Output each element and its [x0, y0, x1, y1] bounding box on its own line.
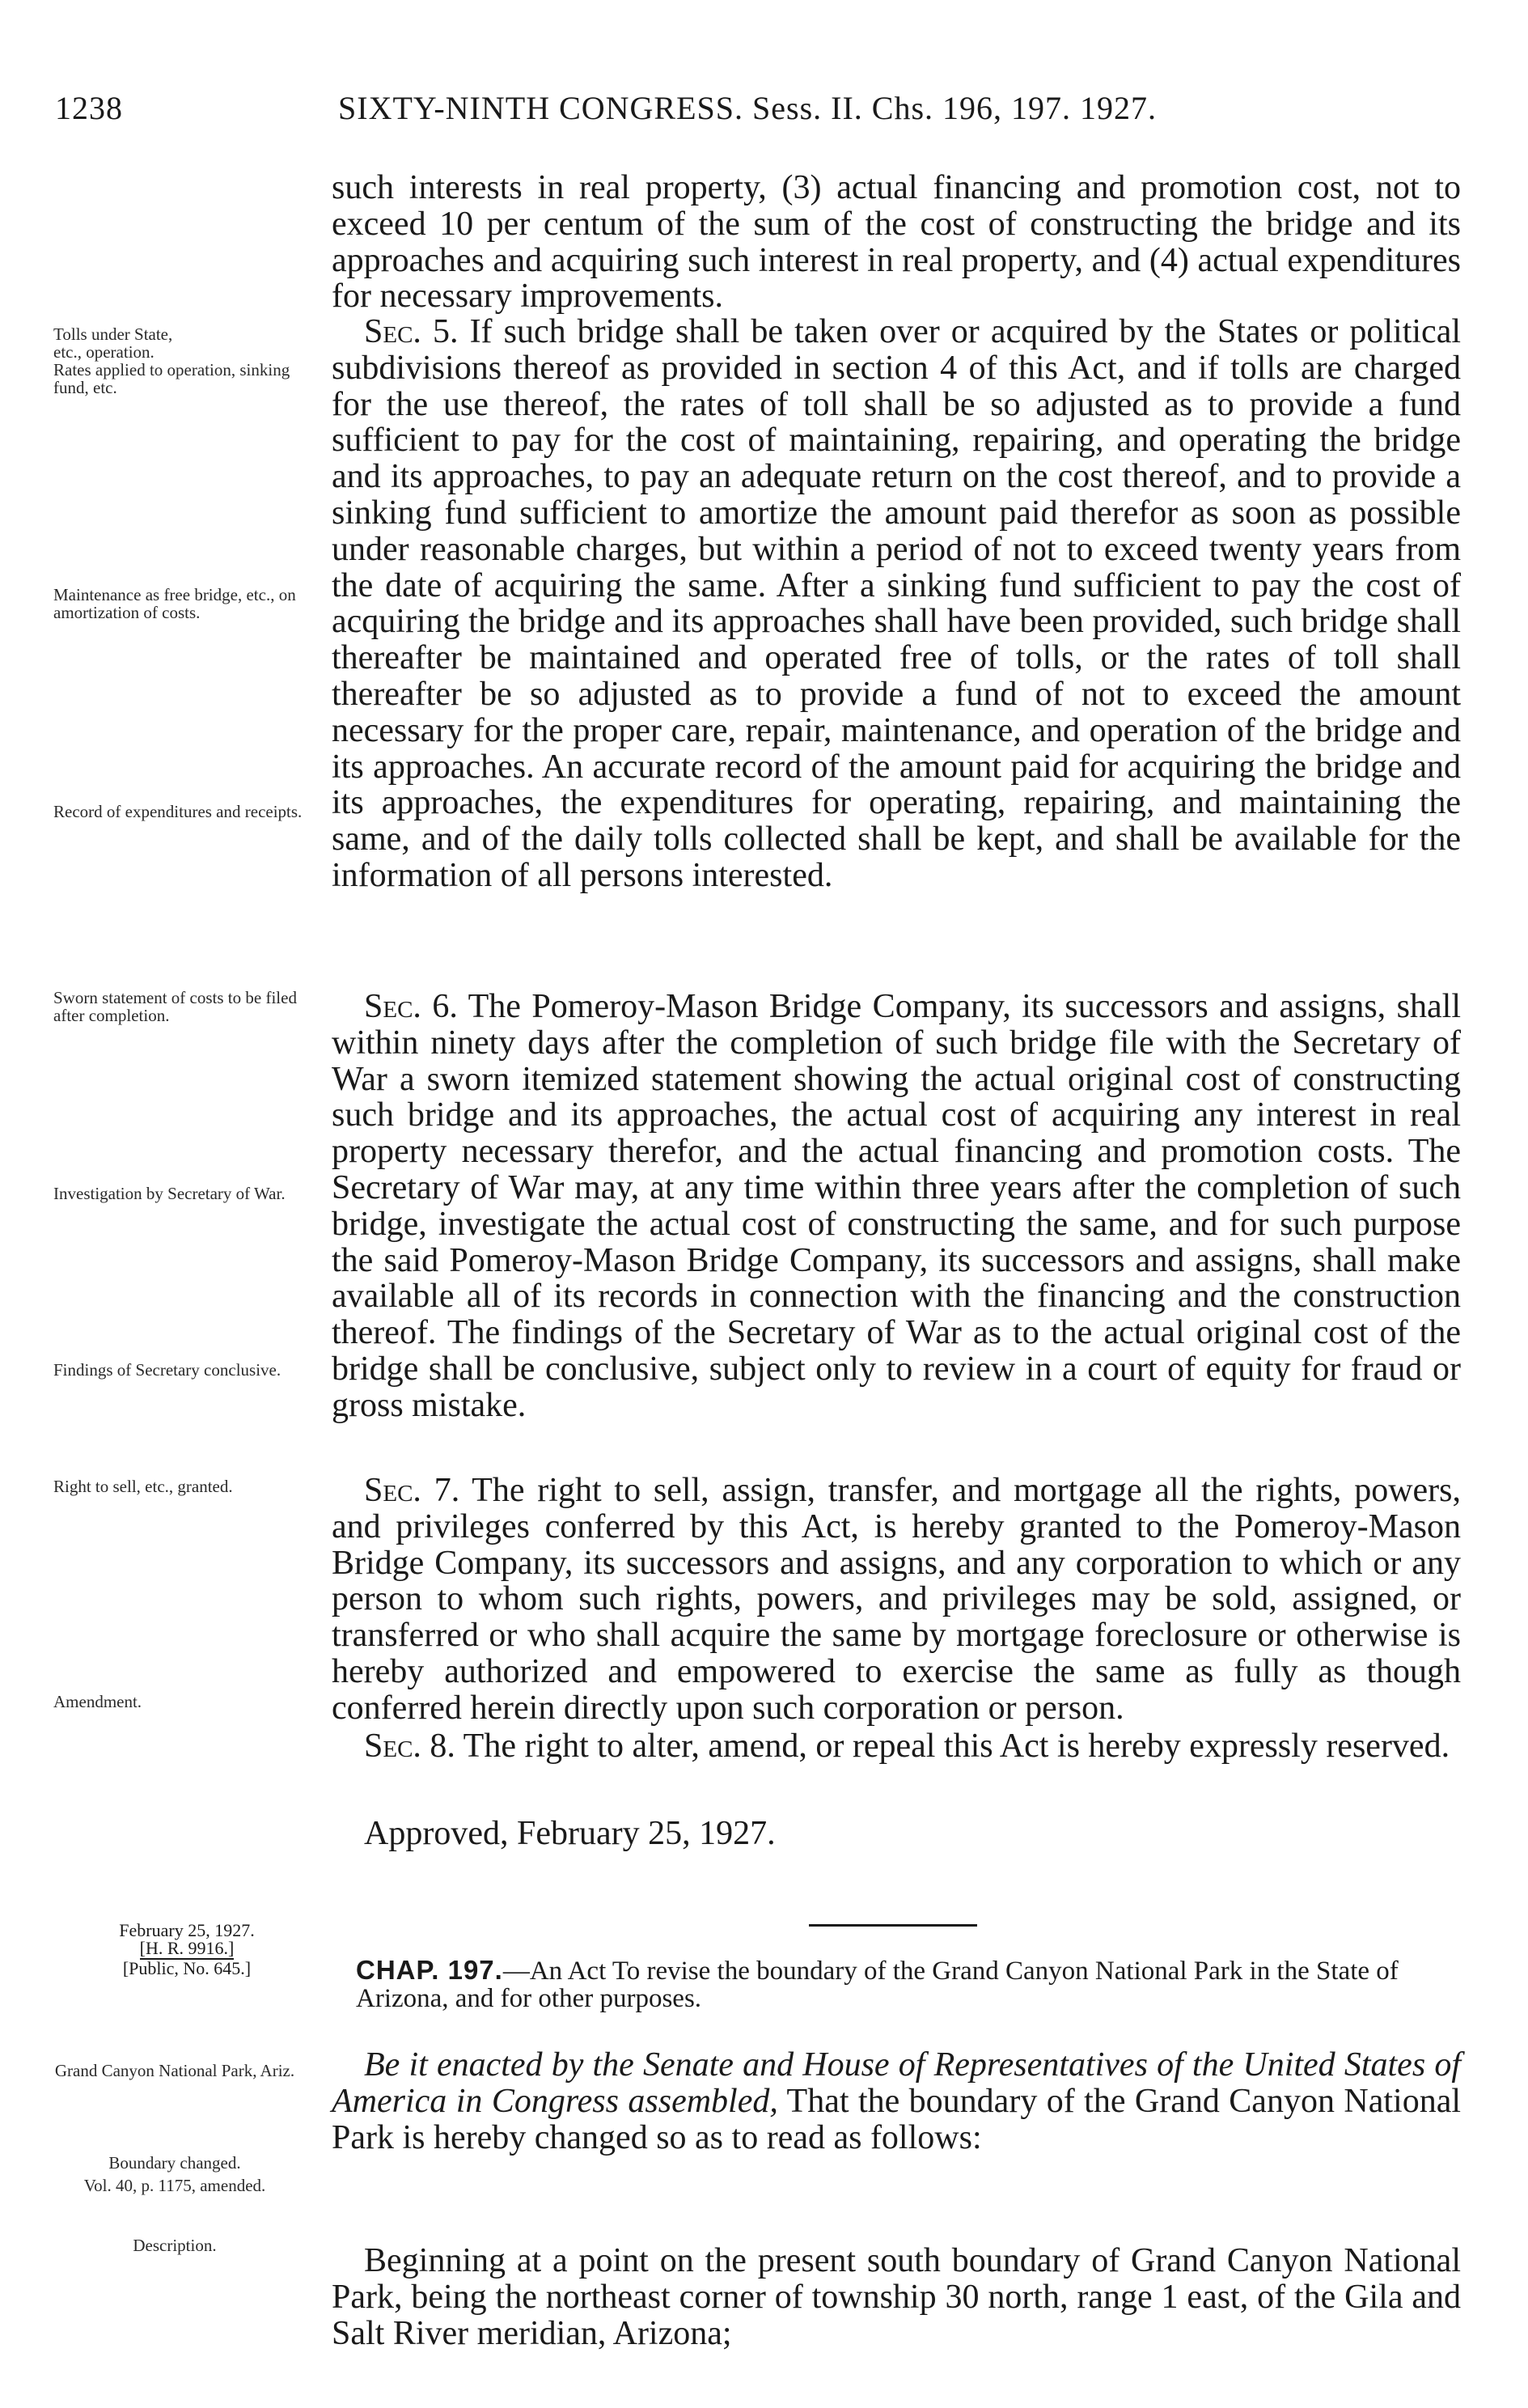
body-text-section-4 [332, 170, 1461, 315]
margin-note-record: Record of expenditures and receipts. [53, 802, 303, 821]
section-5-text: If such bridge shall be taken over or acquired by the States or political subdivisions thereof as provided in section 4 of this Act, and if tolls are charged for the use thereof, the rates of toll shall be so adjusted as to provide a fund sufficient to pay for the cost of maintaining, repairing, and operating the bridge and its approaches, to pay an adequate return on the cost thereof, and to provide a sinking fund sufficient to amortize the amount paid therefor as soon as possible under reasonable charges, but within a period of not to exceed twenty years from the date of acquiring the same. After a sinking fund sufficient to pay the cost of acquiring the bridge and its approaches shall have been provided, such bridge shall thereafter be maintained and operated free of tolls, or the rates of toll shall thereafter be so adjusted as to provide a fund of not to exceed the amount necessary for the proper care, repair, maintenance, and operation of the bridge and its approaches. An accurate record of the amount paid for acquiring the bridge and its approaches, the expenditures for operating, repairing, and maintaining the same, and of the daily tolls collected shall be kept, and shall be available for the information of all persons interested. [332, 313, 1462, 894]
margin-note-maintenance: Maintenance as free bridge, etc., on amortization of costs. [53, 585, 296, 622]
margin-note-sworn-statement: Sworn statement of costs to be filed after completion. [53, 988, 297, 1025]
public-law-number: [Public, No. 645.] [122, 1958, 252, 1978]
description-section [332, 2243, 1461, 2351]
section-8-label: Sec. 8. [364, 1728, 455, 1765]
section-5-label: Sec. 5. [364, 313, 459, 350]
body-text-section-8 [332, 1728, 1461, 1765]
margin-note-tolls [53, 325, 312, 396]
boundary-text: That the boundary of the Grand Canyon National Park is hereby changed so as to read as follows: [332, 2082, 1462, 2156]
margin-note-right-to-sell: Right to sell, etc., granted. [53, 1477, 233, 1496]
paragraph-sec-7 [332, 1473, 1461, 1727]
paragraph-sec-6 [332, 989, 1461, 1424]
approval-line [332, 1816, 1461, 1852]
margin-note-findings: Findings of Secretary conclusive. [53, 1360, 281, 1380]
approved-date: Approved, February 25, 1927. [364, 1815, 776, 1852]
chapter-divider [809, 1924, 977, 1927]
margin-note-description: Description. [133, 2236, 217, 2255]
body-text-section-6 [332, 989, 1461, 1424]
section-8-text: The right to alter, amend, or repeal this Act is hereby expressly reserved. [463, 1728, 1450, 1765]
running-head: SIXTY-NINTH CONGRESS. Sess. II. Chs. 196, 197. 1927. [338, 90, 1158, 126]
margin-note-amendment: Amendment. [53, 1692, 142, 1711]
page-number: 1238 [55, 90, 123, 126]
paragraph-sec-8 [332, 1728, 1461, 1765]
margin-note-boundary: Boundary changed. [108, 2153, 241, 2173]
margin-note-rates: Rates applied to operation, sinking fund, etc. [53, 360, 290, 397]
running-header [55, 89, 1462, 138]
margin-note-vol: Vol. 40, p. 1175, amended. [83, 2176, 266, 2195]
section-6-label: Sec. 6. [364, 988, 458, 1025]
paragraph-interests: such interests in real property, (3) actual financing and promotion cost, not to exceed 10 per centum of the sum of the cost of constructing the bridge and its approaches and acquiring such interest in real property, and (4) actual expenditures for necessary improvements. [332, 169, 1461, 316]
chapter-heading [356, 1956, 1461, 2012]
chapter-title: —An Act To revise the boundary of the Grand Canyon National Park in the State of Arizona, and for other purposes. [356, 1956, 1399, 2013]
enacting-clause: Be it enacted by the Senate and House of Representatives of the United States of America in Congress assembled, [332, 2046, 1461, 2120]
enacting-paragraph [332, 2047, 1461, 2156]
bill-number: [H. R. 9916.] [139, 1938, 235, 1958]
margin-note-park: Grand Canyon National Park, Ariz. [54, 2061, 295, 2080]
body-text-section-7 [332, 1473, 1461, 1727]
margin-note-tolls-line-2: etc., operation. [53, 342, 154, 362]
body-text-section-5 [332, 314, 1461, 894]
paragraph-sec-5 [332, 314, 1461, 894]
section-7-label: Sec. 7. [364, 1472, 460, 1509]
chapter-label: CHAP. 197. [356, 1955, 503, 1985]
margin-note-tolls-line-1: Tolls under State, [53, 324, 173, 344]
beginning-paragraph: Beginning at a point on the present south boundary of Grand Canyon National Park, being the northeast corner of township 30 north, range 1 east, of the Gila and Salt River meridian, Arizona; [332, 2242, 1461, 2352]
chapter-date: February 25, 1927. [119, 1920, 255, 1940]
margin-note-investigation: Investigation by Secretary of War. [53, 1184, 286, 1203]
enactment-section [332, 2047, 1461, 2156]
chapter-date-box [53, 1922, 320, 1978]
section-6-text: The Pomeroy-Mason Bridge Company, its successors and assigns, shall within ninety days after the completion of such bridge file with the Secretary of War a sworn itemized statement showing the actual original cost of constructing such bridge and its approaches, the actual cost of acquiring any interest in real property necessary therefor, and the actual financing and promotion costs. The Secretary of War may, at any time within three years after the completion of such bridge, investigate the actual cost of constructing the same, and for such purpose the said Pomeroy-Mason Bridge Company, its successors and assigns, shall make available all of its records in connection with the financing and the construction thereof. The findings of the Secretary of War as to the actual original cost of the bridge shall be conclusive, subject only to review in a court of equity for fraud or gross mistake. [332, 988, 1461, 1424]
section-7-text: The right to sell, assign, transfer, and mortgage all the rights, powers, and privileges conferred by this Act, is hereby granted to the Pomeroy-Mason Bridge Company, its successors and assigns, and any corporation to which or any person to whom such rights, powers, and privileges may be sold, assigned, or transferred or who shall acquire the same by mortgage foreclosure or otherwise is hereby authorized and empowered to exercise the same as fully as though conferred herein directly upon such corporation or person. [332, 1472, 1462, 1727]
